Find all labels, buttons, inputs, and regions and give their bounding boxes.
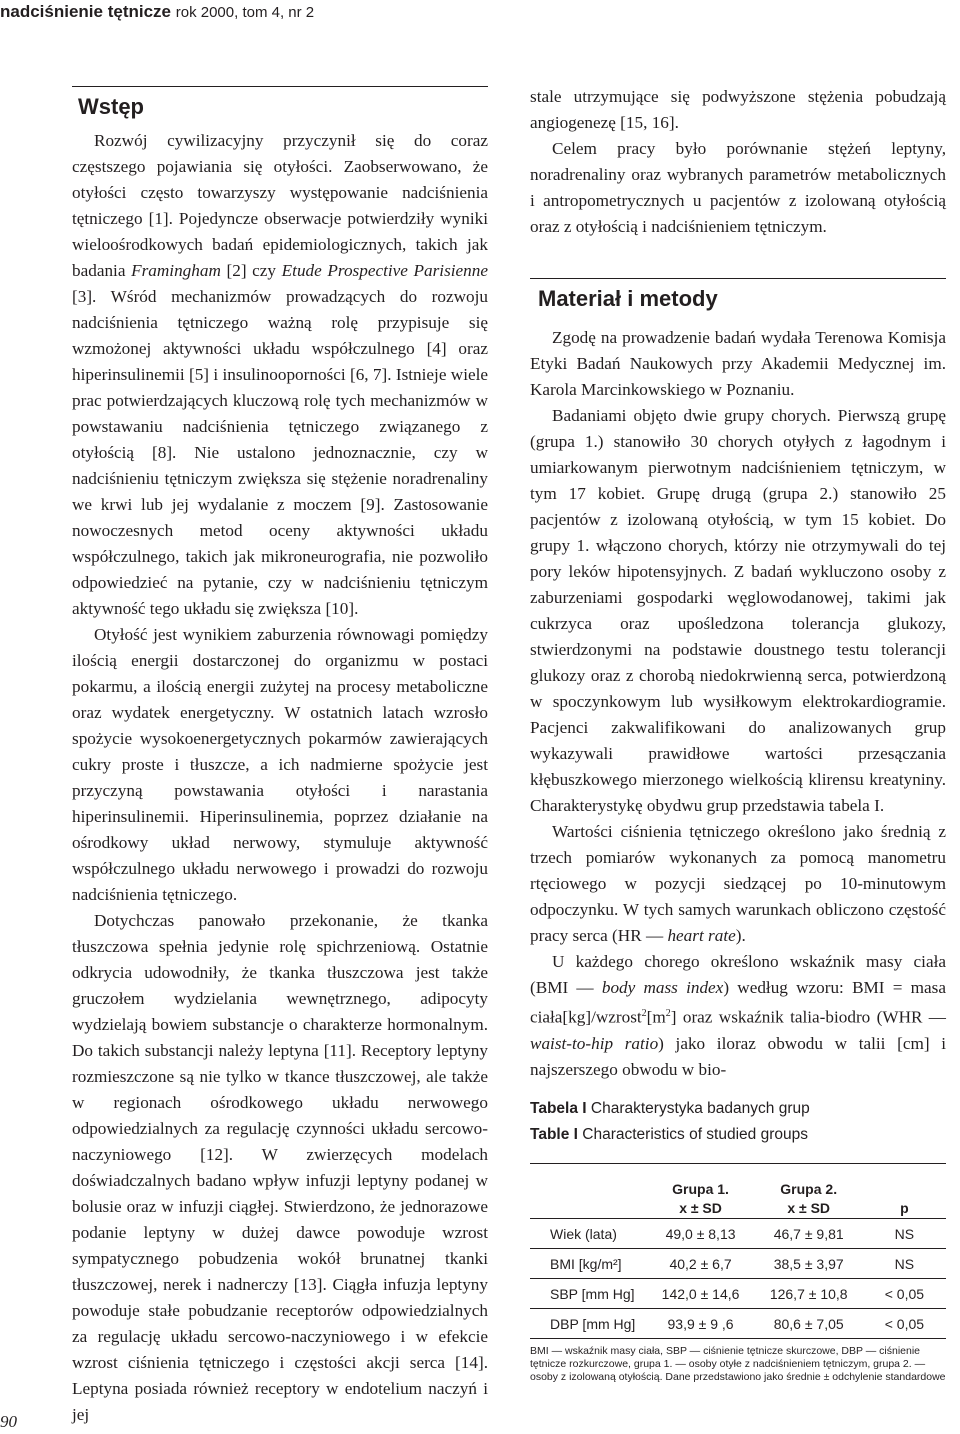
right-column-methods xyxy=(530,325,946,1083)
table-header-group1: Grupa 1. x ± SD xyxy=(672,1181,729,1216)
characteristics-table xyxy=(530,1163,946,1339)
methods-paragraph-3: Wartości ciśnienia tętniczego określono jako średnią z trzech pomiarów wykonanych za pomocą manometru rtęciowego w pozycji siedzącej po 10-minutowym odpoczynku. W tych samych warunkach obliczono częstość pracy serca (HR — heart rate). xyxy=(530,822,946,945)
intro-paragraph-3: Dotychczas panowało przekonanie, że tkanka tłuszczowa spełnia jedynie rolę spichrzeniową. Ostatnie odkrycia udowodniły, że tkanka tłuszczowa jest także gruczołem wydzielania wewnętrznego, adipocyty wydzielają bowiem substancje o charakterze hormonalnym. Do takich substancji należy leptyna [11]. Receptory leptyny rozmieszczone są nie tylko w tkance tłuszczowej, ale także w regionach ośrodkowego układu nerwowego odpowiedzialnych za regulację czynności układu sercowo-naczyniowego [12]. W zwierzęcych modelach doświadczalnych badano wpływ infuzji leptyny podanej w bolusie oraz w infuzji ciągłej. Stwierdzono, że jednorazowe podanie leptyny w dużej dawce powoduje wzrost sympatycznego pobudzenia wokół brunatnej tkanki tłuszczowej, nerek i nadnerczy [13]. Ciągła infuzja leptyny powoduje stałe pobudzanie receptorów odpowiedzialnych za regulację układu sercowo-naczyniowego i w efekcie wzrost ciśnienia tętniczego i częstości akcji serca [14]. Leptyna posiada również receptory w endotelium naczyń i jej xyxy=(72,911,488,1424)
intro-continuation: stale utrzymujące się podwyższone stężenia pobudzają angiogenezę [15, 16]. xyxy=(530,87,946,132)
table-footnote: BMI — wskaźnik masy ciała, SBP — ciśnienie tętnicze skurczowe, DBP — ciśnienie tętnicze rozkurczowe, grupa 1. — osoby otyłe z nadciśnieniem tętniczym, grupa 2. — osoby z izolowaną otyłością. Dane przedstawiono jako średnie ± odchylenie standardowe xyxy=(530,1345,946,1383)
section-title-methods: Materiał i metody xyxy=(538,286,718,311)
section-title-intro: Wstęp xyxy=(78,94,144,119)
table-row: DBP [mm Hg] 93,9 ± 9 ,6 80,6 ± 7,05 < 0,05 xyxy=(530,1309,946,1339)
issue-info: rok 2000, tom 4, nr 2 xyxy=(175,4,315,21)
intro-paragraph-1: Rozwój cywilizacyjny przyczynił się do coraz częstszego pojawiania się otyłości. Zaobserwowano, że otyłości często towarzyszy występowanie nadciśnienia tętniczego [1]. Pojedyncze obserwacje potwierdziły wyniki wieloośrodkowych badań epidemiologicznych, takich jak badania Framingham [2] czy Etude Prospective Parisienne [3]. Wśród mechanizmów prowadzących do rozwoju nadciśnienia tętniczego ważną rolę przypisuje się wzmożonej aktywności układu współczulnego [4] oraz hiperinsulinemii [5] i insulinooporności [6, 7]. Istnieje wiele prac potwierdzających kluczową rolę tych mechanizmów w powstawaniu nadciśnienia tętniczego związanego z otyłością [8]. Nie ustalono jednoznacznie, czy w nadciśnieniu tętniczym zwiększa się stężenie noradrenaliny we krwi lub jej wydalanie z moczem [9]. Zastosowanie nowoczesnych metod oceny aktywności układu współczulnego, takich jak mikroneurografia, nie pozwoliło odpowiedzieć na pytanie, czy w nadciśnieniu tętniczym aktywność tego układu się zwiększa [10]. xyxy=(72,131,488,618)
right-column-top xyxy=(530,84,946,240)
intro-paragraph-2: Otyłość jest wynikiem zaburzenia równowagi pomiędzy ilością energii dostarczonej do organizmu w postaci pokarmu, a ilością energii zużytej na procesy metaboliczne oraz wydatek energetyczny. W ostatnich latach wzrosło spożycie wysokoenergetycznych pokarmów zawierających cukry proste i tłuszcze, a ich nadmierne spożycie jest przyczyną powstawania otyłości i narastania hiperinsulinemii. Hiperinsulinemia, poprzez działanie na ośrodkowy układ nerwowy, stymuluje aktywność współczulnego układu nerwowego i prowadzi do rozwoju nadciśnienia tętniczego. xyxy=(72,625,488,904)
aim-paragraph: Celem pracy było porównanie stężeń leptyny, noradrenaliny oraz wybranych parametrów metabolicznych i antropometrycznych u pacjentów z izolowaną otyłością oraz z otyłością i nadciśnieniem tętniczym. xyxy=(530,139,946,236)
section-rule xyxy=(72,86,488,87)
table-row: Wiek (lata) 49,0 ± 8,13 46,7 ± 9,81 NS xyxy=(530,1219,946,1249)
table-header-row xyxy=(530,1164,946,1219)
journal-name: nadciśnienie tętnicze xyxy=(0,2,171,21)
page-number: 90 xyxy=(0,1412,17,1431)
table-caption: Tabela I Charakterystyka badanych grup Table I Characteristics of studied groups xyxy=(530,1100,810,1143)
running-header xyxy=(0,0,314,24)
left-column xyxy=(72,128,488,1428)
methods-paragraph-4: U każdego chorego określono wskaźnik masy ciała (BMI — body mass index) według wzoru: BMI = masa $ciała[kg]/wzrost^2[m^2]$ oraz wskaźnik talia-biodro (WHR — waist-to-hip ratio) jako iloraz obwodu w talii [cm] i najszerszego obwodu w bio- xyxy=(530,952,947,1079)
section-rule xyxy=(530,278,946,279)
table-header-p: p xyxy=(900,1200,909,1216)
table-row: SBP [mm Hg] 142,0 ± 14,6 126,7 ± 10,8 < 0,05 xyxy=(530,1279,946,1309)
table-row: BMI [kg/m²] 40,2 ± 6,7 38,5 ± 3,97 NS xyxy=(530,1249,946,1279)
table-header-group2: Grupa 2. x ± SD xyxy=(780,1181,838,1216)
methods-paragraph-2: Badaniami objęto dwie grupy chorych. Pierwszą grupę (grupa 1.) stanowiło 30 chorych otyłych z łagodnym i umiarkowanym pierwotnym nadciśnieniem tętniczym, w tym 17 kobiet. Grupę drugą (grupa 2.) stanowiło 25 pacjentów z izolowaną otyłością, w tym 15 kobiet. Do grupy 1. włączono chorych, którzy nie otrzymywali do tej pory leków hipotensyjnych. Z badań wykluczono osoby z zaburzeniami gospodarki węglowodanowej, takimi jak cukrzyca oraz upośledzona tolerancja glukozy, stwierdzonymi na podstawie doustnego testu tolerancji glukozy oraz z chorobą niedokrwienną serca, potwierdzoną w spoczynkowym lub wysiłkowym elektrokardiogramie. Pacjenci zakwalifikowani do analizowanych grup wykazywali prawidłowe wartości przesączania kłębuszkowego mierzonego wielkością klirensu kreatyniny. Charakterystykę obydwu grup przedstawia tabela I. xyxy=(530,406,946,815)
methods-paragraph-1: Zgodę na prowadzenie badań wydała Terenowa Komisja Etyki Badań Naukowych przy Akademii Medycznej im. Karola Marcinkowskiego w Poznaniu. xyxy=(530,328,946,399)
